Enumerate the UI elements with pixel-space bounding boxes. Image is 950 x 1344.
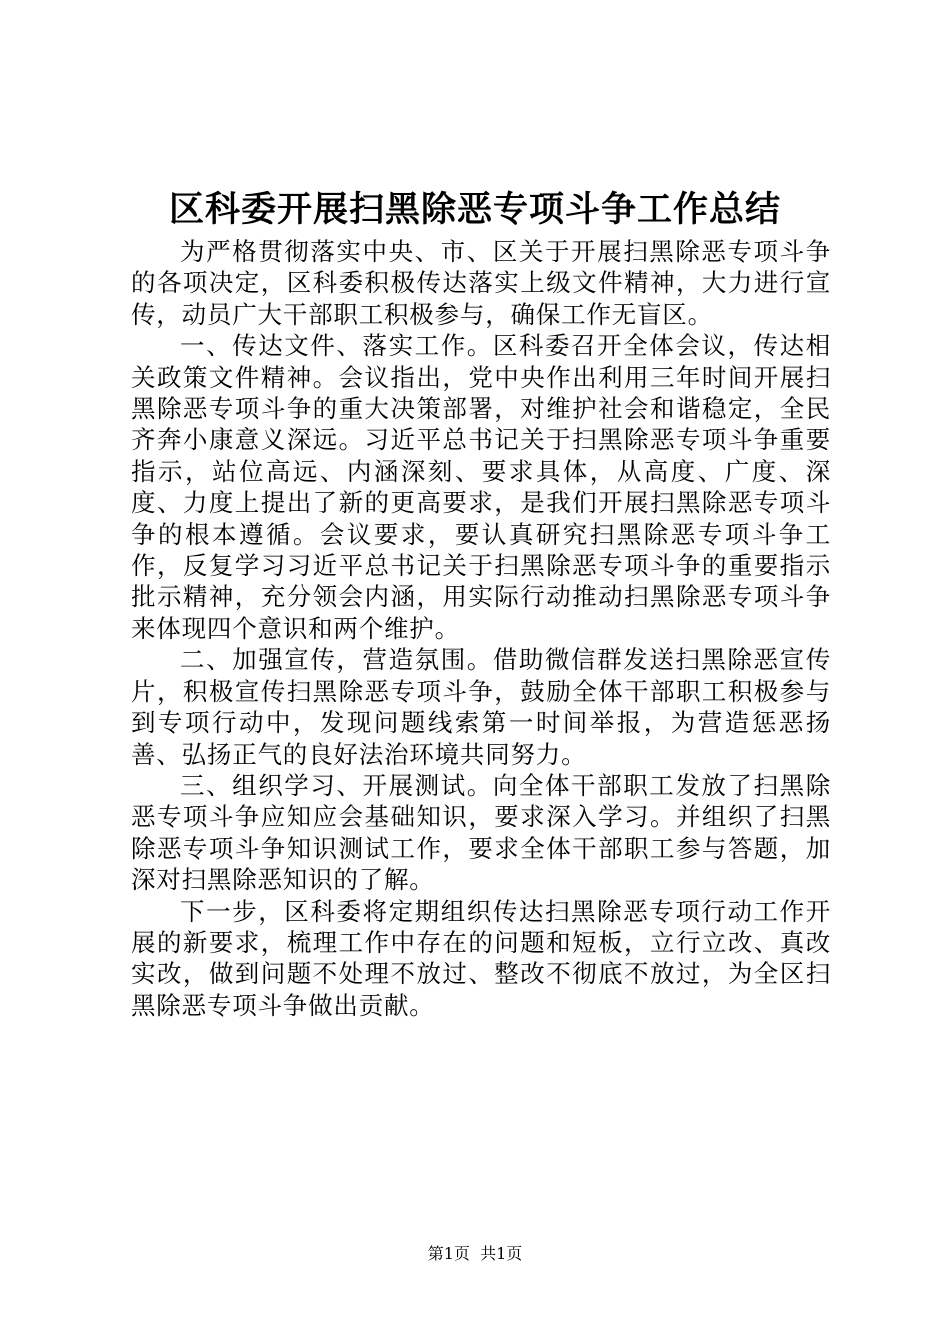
document-body bbox=[131, 236, 831, 1021]
document-title: 区科委开展扫黑除恶专项斗争工作总结 bbox=[168, 189, 781, 230]
page-number-footer: 第1页 共1页 bbox=[427, 1244, 523, 1263]
paragraph-section-2: 二、加强宣传，营造氛围。借助微信群发送扫黑除恶宣传片，积极宣传扫黑除恶专项斗争，鼓励全体干部职工积极参与到专项行动中，发现问题线索第一时间举报，为营造惩恶扬善、弘扬正气的良好法治环境共同努力。 bbox=[131, 645, 831, 769]
paragraph-intro: 为严格贯彻落实中央、市、区关于开展扫黑除恶专项斗争的各项决定，区科委积极传达落实上级文件精神，大力进行宣传，动员广大干部职工积极参与，确保工作无盲区。 bbox=[131, 237, 831, 329]
paragraph-section-1: 一、传达文件、落实工作。区科委召开全体会议，传达相关政策文件精神。会议指出，党中央作出利用三年时间开展扫黑除恶专项斗争的重大决策部署，对维护社会和谐稳定，全民齐奔小康意义深远。习近平总书记关于扫黑除恶专项斗争重要指示，站位高远、内涵深刻、要求具体，从高度、广度、深度、力度上提出了新的更高要求，是我们开展扫黑除恶专项斗争的根本遵循。会议要求，要认真研究扫黑除恶专项斗争工作，反复学习习近平总书记关于扫黑除恶专项斗争的重要指示批示精神，充分领会内涵，用实际行动推动扫黑除恶专项斗争来体现四个意识和两个维护。 bbox=[131, 331, 831, 643]
paragraph-next-steps: 下一步，区科委将定期组织传达扫黑除恶专项行动工作开展的新要求，梳理工作中存在的问题和短板，立行立改、真改实改，做到问题不处理不放过、整改不彻底不放过，为全区扫黑除恶专项斗争做出贡献。 bbox=[131, 896, 831, 1020]
paragraph-section-3: 三、组织学习、开展测试。向全体干部职工发放了扫黑除恶专项斗争应知应会基础知识，要求深入学习。并组织了扫黑除恶专项斗争知识测试工作，要求全体干部职工参与答题，加深对扫黑除恶知识的了解。 bbox=[131, 770, 831, 895]
